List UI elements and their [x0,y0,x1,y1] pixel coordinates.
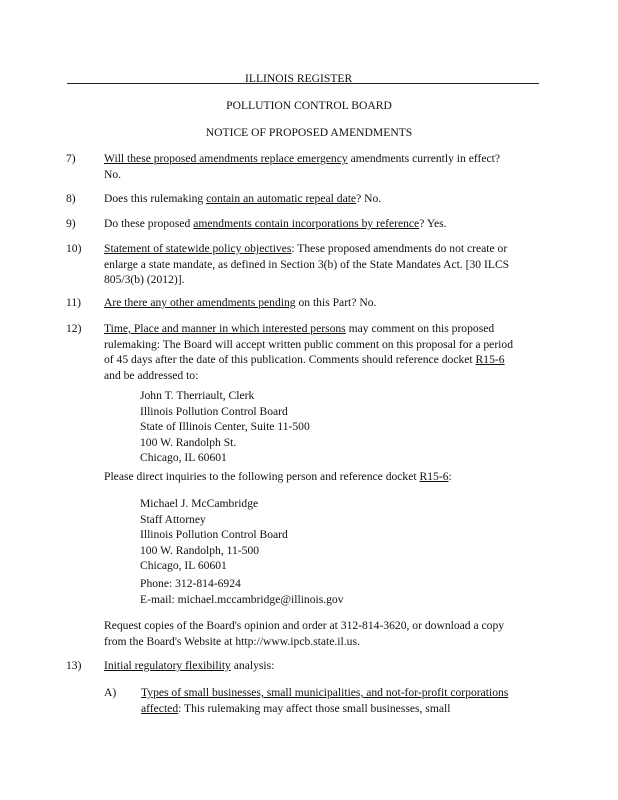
item-9-question [104,216,447,232]
item-11-number: 11) [66,296,82,309]
item-8-text-underlined: contain an automatic repeal date [206,192,357,205]
item-12-line4: and be addressed to: [104,368,199,382]
item-7-question-rest: amendments currently in effect? [347,152,501,165]
item-7-question [104,151,500,182]
inquiries-colon: : [448,470,452,483]
sub-a-line1: Types of small businesses, small municipalities, and not-for-profit corporations [141,686,509,699]
item-9-text-underlined: amendments contain incorporations by reference [193,217,420,230]
address-line: Chicago, IL 60601 [140,451,227,464]
item-12-line2: rulemaking: The Board will accept written public comment on this proposal for a period [104,337,514,351]
sub-a-affected: affected [141,701,179,715]
item-10-line1-rest: : These proposed amendments do not create or [291,242,508,255]
request-copies [104,618,504,649]
item-12-text [104,321,513,383]
item-9-number: 9) [66,217,76,230]
item-7-question-underlined: Will these proposed amendments replace emergency [104,152,348,165]
item-12-line1-rest: may comment on this proposed [345,322,495,335]
item-10-text-underlined: Statement of statewide policy objectives [104,242,292,255]
item-11-text-rest: on this Part? No. [295,296,377,309]
address-line: Illinois Pollution Control Board [140,404,288,418]
item-7-number: 7) [66,152,76,165]
item-13-number: 13) [66,659,82,672]
request-line-1: Request copies of the Board's opinion and order at 312-814-3620, or download a copy [104,619,505,632]
item-12-docket: R15-6 [475,353,505,366]
address-line: State of Illinois Center, Suite 11-500 [140,420,310,433]
register-title: ILLINOIS REGISTER [245,72,353,85]
item-8-text-a: Does this rulemaking [104,192,207,205]
item-11-question [104,295,376,311]
item-10-text [104,241,509,288]
sub-a-label: A) [104,686,117,699]
sub-a-line2-rest: : This rulemaking may affect those small businesses, small [178,701,451,715]
contact-line: Michael J. McCambridge [140,497,259,510]
inquiries-docket: R15-6 [419,470,449,483]
board-title: POLLUTION CONTROL BOARD [226,99,392,112]
item-13-text-underlined: Initial regulatory flexibility [104,659,231,672]
item-12-line3: of 45 days after the date of this publication. Comments should reference docket [104,353,476,366]
item-8-text-b: ? No. [356,192,382,205]
contact-line: Staff Attorney [140,512,206,526]
item-10-line3: 805/3(b) (2012)]. [104,273,185,286]
contact-line: Chicago, IL 60601 [140,559,227,572]
item-12-text-underlined: Time, Place and manner in which interested persons [104,322,346,335]
item-13-heading [104,658,274,674]
address-line: John T. Therriault, Clerk [140,389,255,402]
inquiries-text: Please direct inquiries to the following person and reference docket [104,470,420,483]
item-10-number: 10) [66,242,82,255]
notice-title: NOTICE OF PROPOSED AMENDMENTS [205,126,413,139]
inquiries-line [104,469,452,485]
contact-block [140,496,288,574]
item-13-text-rest: analysis: [230,659,275,672]
request-line-2: from the Board's Website at http://www.ipcb.state.il.us. [104,634,360,648]
item-7-answer: No. [104,167,122,181]
item-8-question [104,191,381,207]
item-12-number: 12) [66,322,82,335]
phone-text: Phone: 312-814-6924 [140,577,241,590]
item-11-text-underlined: Are there any other amendments pending [104,296,296,309]
email-text: E-mail: michael.mccambridge@illinois.gov [140,592,344,606]
address-line: 100 W. Randolph St. [140,435,237,449]
clerk-address [140,388,310,466]
contact-line: 100 W. Randolph, 11-500 [140,543,260,557]
item-8-number: 8) [66,192,76,205]
item-9-text-a: Do these proposed [104,217,194,230]
item-9-text-b: ? Yes. [419,217,447,230]
contact-line: Illinois Pollution Control Board [140,528,288,541]
item-10-line2: enlarge a state mandate, as defined in Section 3(b) of the State Mandates Act. [30 ILCS [104,257,510,271]
sub-a-text [141,685,508,716]
contact-phone-email [140,576,344,607]
